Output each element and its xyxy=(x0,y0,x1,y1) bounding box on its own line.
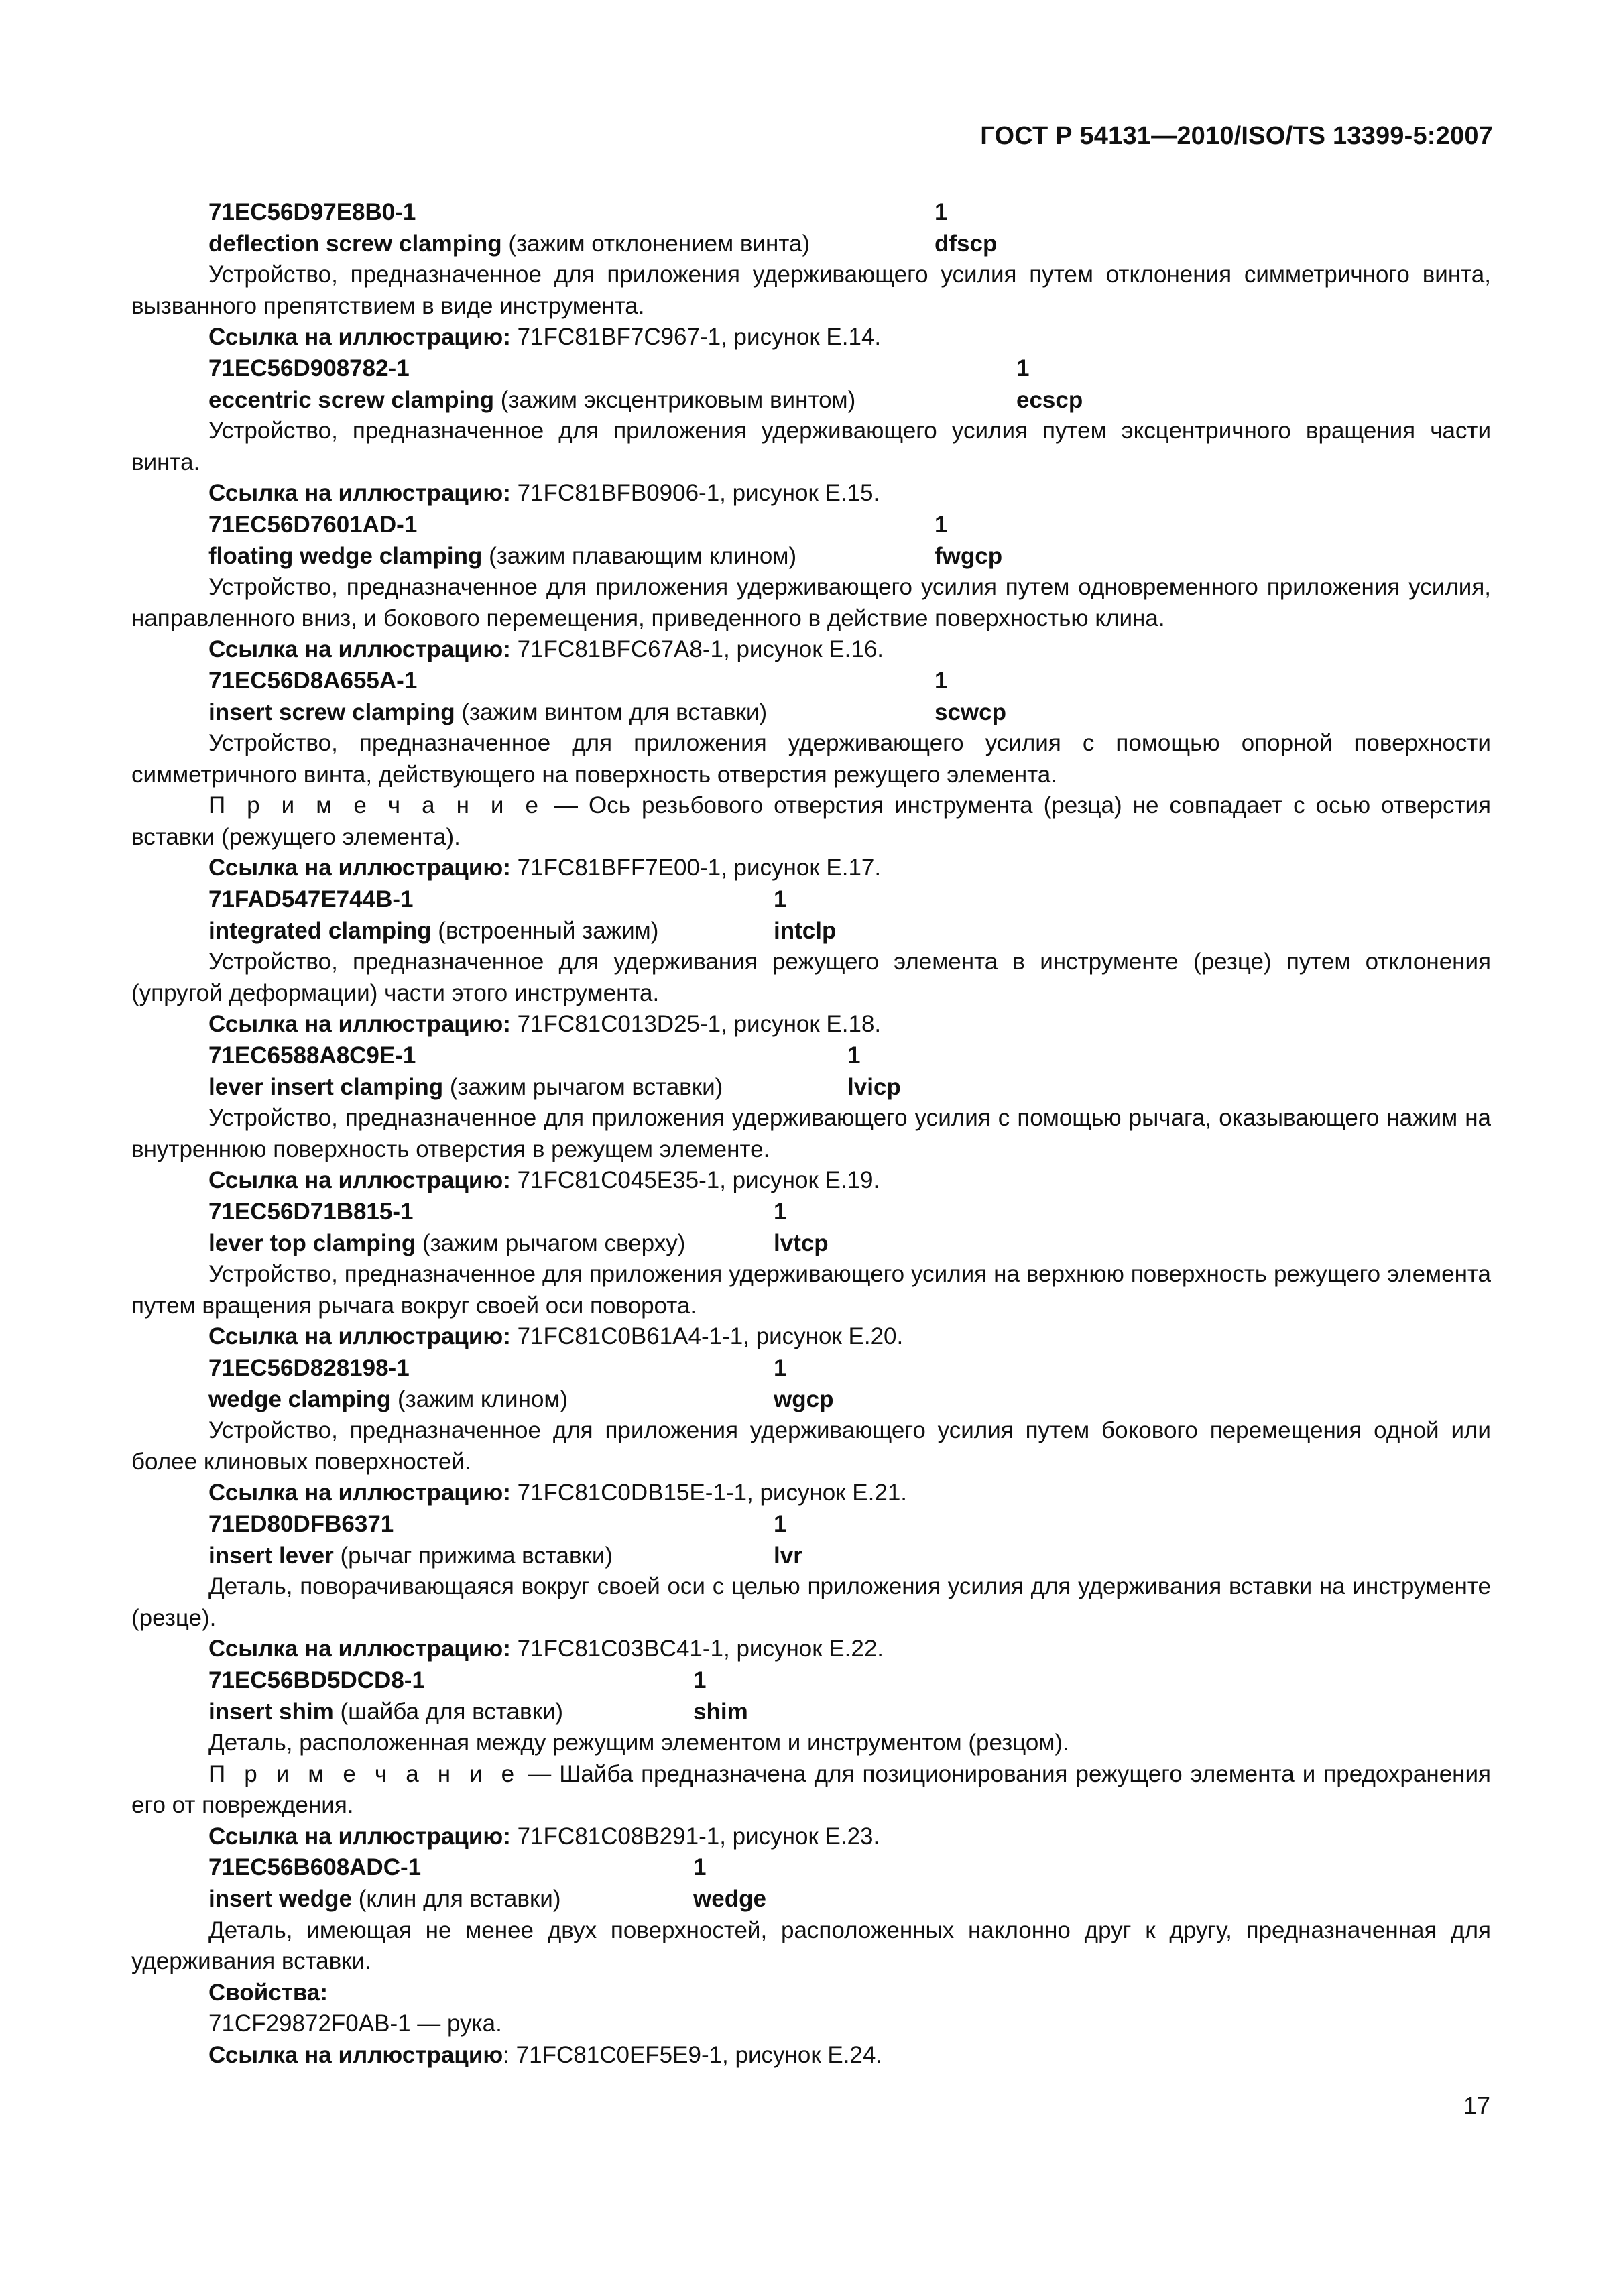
entry-term: deflection screw clamping xyxy=(208,230,502,257)
entry-reference xyxy=(131,1321,1491,1353)
entry-count: 1 xyxy=(774,886,787,913)
entry-reference xyxy=(131,1821,1491,1853)
entry-term-ru: (встроенный зажим) xyxy=(438,917,659,944)
entry-code: 71EC56D908782-1 xyxy=(208,355,410,381)
entry-properties: 71CF29872F0AB-1 — рука. xyxy=(208,2010,502,2037)
entry-count: 1 xyxy=(935,511,948,538)
entry-term: lever top clamping xyxy=(208,1229,416,1256)
entry-abbreviation: lvicp xyxy=(847,1073,901,1100)
entry-count: 1 xyxy=(693,1854,707,1881)
entry-count: 1 xyxy=(693,1667,707,1693)
entry-count: 1 xyxy=(847,1042,861,1069)
entry-reference xyxy=(131,1477,1491,1509)
entry-code: 71FAD547E744B-1 xyxy=(208,886,414,913)
entry-code-line xyxy=(131,197,1491,229)
reference-label: Ссылка на иллюстрацию: xyxy=(208,1167,511,1194)
entry-reference xyxy=(131,853,1491,884)
entry-code-line xyxy=(131,1509,1491,1540)
reference-label: Ссылка на иллюстрацию: xyxy=(208,324,511,351)
entry-term-line xyxy=(131,1540,1491,1572)
entry-term: wedge clamping xyxy=(208,1386,392,1412)
entry-code: 71EC56BD5DCD8-1 xyxy=(208,1667,425,1693)
entry-code-line xyxy=(131,1852,1491,1884)
entry-count: 1 xyxy=(774,1354,787,1381)
standard-header: ГОСТ Р 54131—2010/ISO/TS 13399-5:2007 xyxy=(980,122,1493,150)
entry-code-line xyxy=(131,353,1491,385)
entry-code: 71EC6588A8C9E-1 xyxy=(208,1042,416,1069)
reference-value: 71FC81C08B291-1, рисунок Е.23. xyxy=(510,1823,880,1850)
entry-description: Устройство, предназначенное для приложения удерживающего усилия с помощью рычага, оказывающего нажим на внутреннюю поверхность отверстия в режущем элементе. xyxy=(131,1105,1491,1162)
entry-reference xyxy=(131,1009,1491,1040)
entry-term-line xyxy=(131,385,1491,416)
entry-count: 1 xyxy=(935,199,948,225)
reference-value: 71FC81C0DB15E-1-1, рисунок Е.21. xyxy=(510,1479,908,1506)
entry-term-line xyxy=(131,1072,1491,1103)
entry-description: Устройство, предназначенное для приложения удерживающего усилия путем отклонения симметричного винта, вызванного препятствием в виде инструмента. xyxy=(131,261,1491,319)
reference-label: Ссылка на иллюстрацию: xyxy=(208,480,511,507)
entry-term-line xyxy=(131,1697,1491,1728)
entry-description: Устройство, предназначенное для удерживания режущего элемента в инструменте (резце) путем отклонения (упругой деформации) части этого инструмента. xyxy=(131,949,1491,1006)
note-label: П р и м е ч а н и е xyxy=(208,792,544,819)
note-text: — Ось резьбового отверстия инструмента (резца) не совпадает с осью отверстия вставки (режущего элемента). xyxy=(131,792,1491,850)
entry-reference xyxy=(131,1165,1491,1197)
note-label: П р и м е ч а н и е xyxy=(208,1760,520,1787)
entry-abbreviation: wedge xyxy=(693,1886,766,1913)
entry-count: 1 xyxy=(1016,355,1030,381)
entry-code: 71EC56D97E8B0-1 xyxy=(208,199,416,225)
entry-term-ru: (шайба для вставки) xyxy=(340,1698,564,1725)
reference-value: : 71FC81C0EF5E9-1, рисунок Е.24. xyxy=(503,2042,883,2069)
reference-value: 71FC81BFF7E00-1, рисунок Е.17. xyxy=(510,855,882,882)
entry-term-ru: (зажим рычагом вставки) xyxy=(449,1073,723,1100)
entry-code-line xyxy=(131,884,1491,916)
reference-label: Ссылка на иллюстрацию: xyxy=(208,1011,511,1038)
entry-reference xyxy=(131,322,1491,353)
entry-note xyxy=(131,1759,1491,1821)
entry-abbreviation: fwgcp xyxy=(935,542,1003,569)
entry-reference xyxy=(131,2040,1491,2071)
entry-description: Деталь, расположенная между режущим элементом и инструментом (резцом). xyxy=(208,1730,1069,1756)
entry-term-ru: (рычаг прижима вставки) xyxy=(340,1542,613,1569)
reference-value: 71FC81C0B61A4-1-1, рисунок Е.20. xyxy=(510,1323,904,1350)
entry-term: insert screw clamping xyxy=(208,699,455,725)
entry-code: 71EC56B608ADC-1 xyxy=(208,1854,422,1881)
entry-term-line xyxy=(131,697,1491,729)
entry-code: 71EC56D828198-1 xyxy=(208,1354,410,1381)
entry-term-line xyxy=(131,1384,1491,1416)
entry-term-ru: (зажим клином) xyxy=(398,1386,568,1412)
entry-properties-label: Свойства: xyxy=(208,1979,328,2006)
entry-reference xyxy=(131,478,1491,509)
entry-term-ru: (зажим плавающим клином) xyxy=(489,542,797,569)
entry-reference xyxy=(131,634,1491,666)
entry-abbreviation: dfscp xyxy=(935,230,998,257)
entry-count: 1 xyxy=(774,1510,787,1537)
document-body xyxy=(131,197,1491,2071)
reference-label: Ссылка на иллюстрацию: xyxy=(208,1479,511,1506)
reference-value: 71FC81C013D25-1, рисунок Е.18. xyxy=(510,1011,882,1038)
entry-code-line xyxy=(131,509,1491,541)
reference-label: Ссылка на иллюстрацию: xyxy=(208,1323,511,1350)
entry-count: 1 xyxy=(774,1199,787,1225)
entry-description: Деталь, имеющая не менее двух поверхностей, расположенных наклонно друг к другу, предназначенная для удерживания вставки. xyxy=(131,1917,1491,1975)
reference-value: 71FC81BFB0906-1, рисунок Е.15. xyxy=(510,480,880,507)
entry-code: 71ED80DFB6371 xyxy=(208,1510,394,1537)
entry-reference xyxy=(131,1634,1491,1665)
entry-term: floating wedge clamping xyxy=(208,542,483,569)
entry-code-line xyxy=(131,1197,1491,1228)
reference-value: 71FC81BF7C967-1, рисунок Е.14. xyxy=(510,324,882,351)
note-text: — Шайба предназначена для позиционирования режущего элемента и предохранения его от повреждения. xyxy=(131,1760,1491,1819)
entry-abbreviation: shim xyxy=(693,1698,748,1725)
entry-code-line xyxy=(131,666,1491,697)
reference-label: Ссылка на иллюстрацию: xyxy=(208,1823,511,1850)
entry-code: 71EC56D71B815-1 xyxy=(208,1199,414,1225)
reference-label: Ссылка на иллюстрацию: xyxy=(208,1636,511,1663)
entry-term-line xyxy=(131,1228,1491,1260)
entry-term: eccentric screw clamping xyxy=(208,386,495,413)
reference-value: 71FC81C045E35-1, рисунок Е.19. xyxy=(510,1167,880,1194)
entry-description: Устройство, предназначенное для приложения удерживающего усилия путем эксцентричного вращения части винта. xyxy=(131,418,1491,475)
entry-term: insert lever xyxy=(208,1542,334,1569)
entry-term: insert wedge xyxy=(208,1886,352,1913)
entry-description: Деталь, поворачивающаяся вокруг своей оси с целью приложения усилия для удерживания вставки на инструменте (резце). xyxy=(131,1573,1491,1631)
entry-abbreviation: wgcp xyxy=(774,1386,834,1412)
entry-term: lever insert clamping xyxy=(208,1073,444,1100)
entry-abbreviation: lvr xyxy=(774,1542,802,1569)
entry-term-ru: (клин для вставки) xyxy=(358,1886,561,1913)
entry-term-line xyxy=(131,541,1491,572)
reference-value: 71FC81BFC67A8-1, рисунок Е.16. xyxy=(510,636,884,663)
entry-code-line xyxy=(131,1353,1491,1384)
entry-term-ru: (зажим винтом для вставки) xyxy=(461,699,768,725)
entry-term-ru: (зажим эксцентриковым винтом) xyxy=(500,386,856,413)
page-number: 17 xyxy=(1463,2092,1490,2119)
entry-term-line xyxy=(131,916,1491,947)
entry-abbreviation: lvtcp xyxy=(774,1229,829,1256)
reference-value: 71FC81C03BC41-1, рисунок Е.22. xyxy=(510,1636,884,1663)
entry-description: Устройство, предназначенное для приложения удерживающего усилия с помощью опорной поверхности симметричного винта, действующего на поверхность отверстия режущего элемента. xyxy=(131,730,1491,788)
entry-note xyxy=(131,790,1491,853)
reference-label: Ссылка на иллюстрацию: xyxy=(208,855,511,882)
entry-abbreviation: ecscp xyxy=(1016,386,1083,413)
entry-term-ru: (зажим отклонением винта) xyxy=(508,230,810,257)
entry-term: insert shim xyxy=(208,1698,334,1725)
entry-code: 71EC56D8A655A-1 xyxy=(208,667,418,694)
entry-abbreviation: scwcp xyxy=(935,699,1006,725)
entry-term-line xyxy=(131,229,1491,260)
entry-abbreviation: intclp xyxy=(774,917,837,944)
entry-code-line xyxy=(131,1665,1491,1697)
entry-code: 71EC56D7601AD-1 xyxy=(208,511,418,538)
reference-label: Ссылка на иллюстрацию: xyxy=(208,636,511,663)
entry-description: Устройство, предназначенное для приложения удерживающего усилия на верхнюю поверхность режущего элемента путем вращения рычага вокруг своей оси поворота. xyxy=(131,1261,1491,1319)
entry-description: Устройство, предназначенное для приложения удерживающего усилия путем бокового перемещения одной или более клиновых поверхностей. xyxy=(131,1417,1491,1475)
entry-description: Устройство, предназначенное для приложения удерживающего усилия путем одновременного приложения усилия, направленного вниз, и бокового перемещения, приведенного в действие поверхностью клина. xyxy=(131,574,1491,631)
entry-term-line xyxy=(131,1884,1491,1915)
reference-label: Ссылка на иллюстрацию xyxy=(208,2042,503,2069)
entry-count: 1 xyxy=(935,667,948,694)
entry-term: integrated clamping xyxy=(208,917,432,944)
entry-code-line xyxy=(131,1040,1491,1072)
entry-term-ru: (зажим рычагом сверху) xyxy=(422,1229,686,1256)
